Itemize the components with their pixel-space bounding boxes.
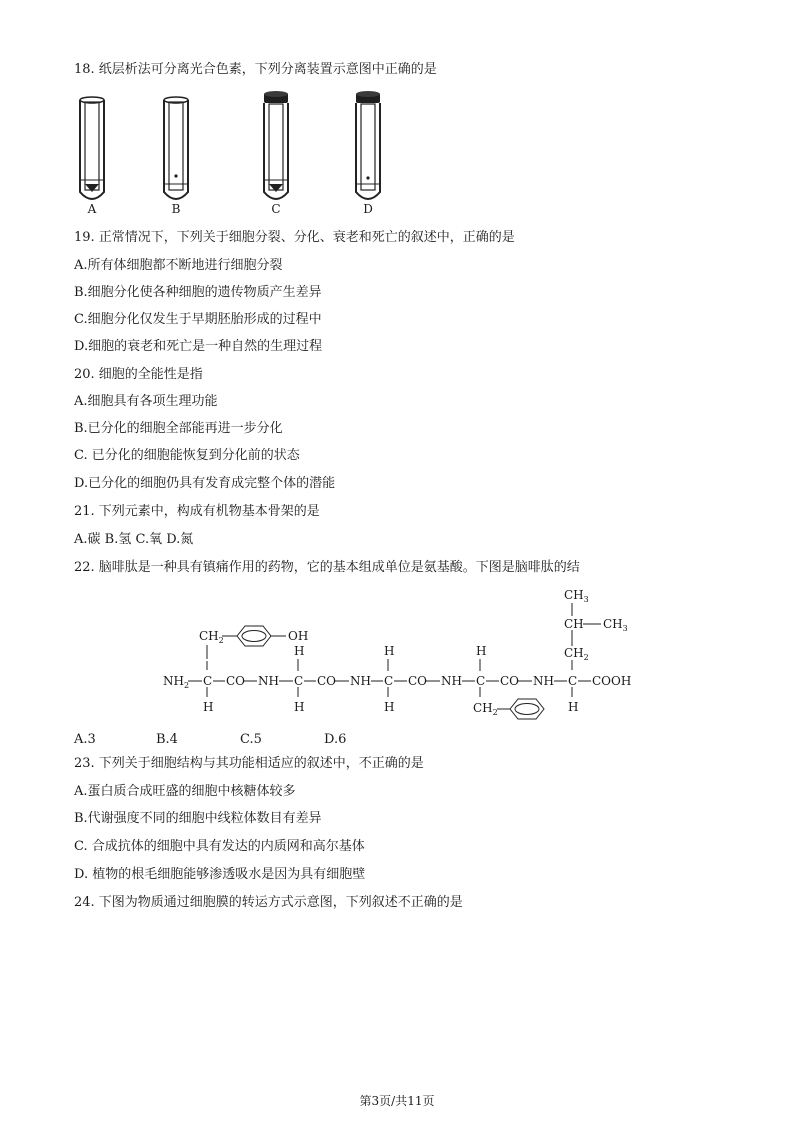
question-19-option-b: B.细胞分化使各种细胞的遗传物质产生差异 [74, 285, 322, 300]
test-tube-d [344, 88, 404, 218]
h-3-top: H [384, 644, 395, 658]
question-23-option-a: A.蛋白质合成旺盛的细胞中核糖体较多 [74, 784, 296, 799]
nh-1: NH [258, 674, 279, 688]
test-tube-b [152, 88, 212, 218]
question-23-option-c: C. 合成抗体的细胞中具有发达的内质网和高尔基体 [74, 839, 365, 854]
question-23-stem: 23. 下列关于细胞结构与其功能相适应的叙述中，不正确的是 [74, 756, 424, 771]
question-24-stem: 24. 下图为物质通过细胞膜的转运方式示意图，下列叙述不正确的是 [74, 895, 463, 910]
question-21-stem: 21. 下列元素中，构成有机物基本骨架的是 [74, 504, 320, 519]
ch2-4: $CH_2$ [473, 701, 498, 717]
label-c: C [271, 202, 281, 216]
label-b: B [171, 202, 181, 216]
question-19-option-c: C.细胞分化仅发生于早期胚胎形成的过程中 [74, 312, 322, 327]
alpha-carbon-1: C [203, 674, 213, 688]
h-3-bottom: H [384, 700, 395, 714]
question-20-option-b: B.已分化的细胞全部能再进一步分化 [74, 421, 283, 436]
nh2-label: $NH_2$ [163, 674, 190, 690]
question-20-option-d: D.已分化的细胞仍具有发育成完整个体的潜能 [74, 476, 336, 491]
question-23-option-b: B.代谢强度不同的细胞中线粒体数目有差异 [74, 811, 322, 826]
cooh-label: COOH [592, 674, 632, 688]
question-20-option-c: C. 已分化的细胞能恢复到分化前的状态 [74, 448, 300, 463]
h-2-bottom: H [294, 700, 305, 714]
amino-terminus [163, 674, 189, 690]
question-18-stem: 18. 纸层析法可分离光合色素，下列分离装置示意图中正确的是 [74, 62, 437, 77]
label-d: D [363, 202, 373, 216]
hydroxyl-label: OH [288, 629, 309, 643]
enkephalin-structure [155, 583, 645, 723]
h-5: H [568, 700, 579, 714]
benzene-ring-1 [237, 626, 271, 646]
ch2-1: $CH_2$ [199, 629, 224, 645]
label-a: A [87, 202, 97, 216]
test-tube-a [68, 88, 128, 218]
ch2-5: $CH_2$ [564, 646, 589, 662]
alpha-carbon-3: C [384, 674, 394, 688]
question-22-option-d: D.6 [324, 732, 347, 747]
test-tube-c [252, 88, 312, 218]
ch3-top: $CH_3$ [564, 588, 589, 604]
h-4-top: H [476, 644, 487, 658]
ch3-side: $CH_3$ [603, 617, 628, 633]
alpha-carbon-4: C [476, 674, 486, 688]
page-number: 第3页/共11页 [359, 1094, 435, 1108]
question-22-stem: 22. 脑啡肽是一种具有镇痛作用的药物，它的基本组成单位是氨基酸。下图是脑啡肽的结 [74, 560, 580, 575]
question-19-option-d: D.细胞的衰老和死亡是一种自然的生理过程 [74, 339, 323, 354]
h-1: H [203, 700, 214, 714]
question-22-option-c: C.5 [240, 732, 262, 747]
question-19-stem: 19. 正常情况下，下列关于细胞分裂、分化、衰老和死亡的叙述中，正确的是 [74, 230, 515, 245]
question-20-stem: 20. 细胞的全能性是指 [74, 367, 203, 382]
question-23-option-d: D. 植物的根毛细胞能够渗透吸水是因为具有细胞壁 [74, 867, 366, 882]
co-1: CO [226, 674, 246, 688]
h-2-top: H [294, 644, 305, 658]
question-22-option-a: A.3 [74, 732, 96, 747]
co-2: CO [317, 674, 337, 688]
question-22-option-b: B.4 [156, 732, 178, 747]
question-19-option-a: A.所有体细胞都不断地进行细胞分裂 [74, 258, 283, 273]
benzene-ring-2 [510, 699, 544, 719]
question-21-options: A.碳 B.氢 C.氧 D.氮 [74, 532, 194, 547]
co-4: CO [500, 674, 520, 688]
nh-3: NH [441, 674, 462, 688]
alpha-carbon-5: C [568, 674, 578, 688]
alpha-carbon-2: C [294, 674, 304, 688]
question-20-option-a: A.细胞具有各项生理功能 [74, 394, 218, 409]
co-3: CO [408, 674, 428, 688]
nh-2: NH [350, 674, 371, 688]
nh-4: NH [533, 674, 554, 688]
ch-5: CH [564, 617, 584, 631]
